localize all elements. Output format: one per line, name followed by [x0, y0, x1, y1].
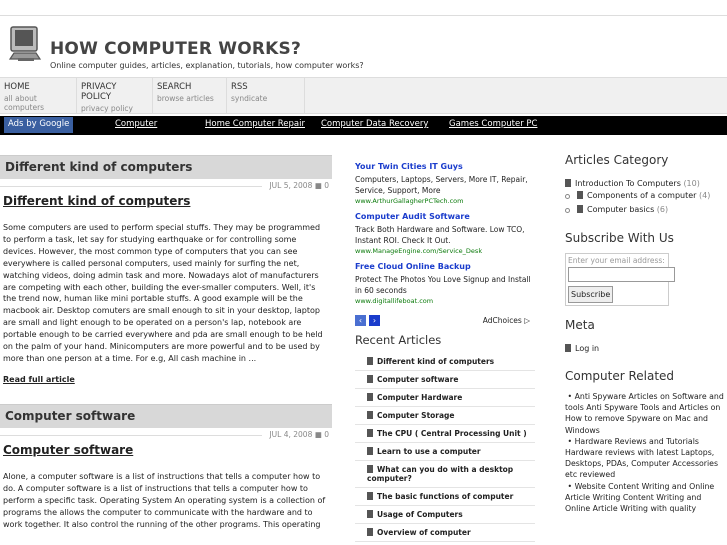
login-link[interactable]: Log in [575, 344, 600, 353]
recent-articles-title: Recent Articles [355, 333, 442, 347]
nav-item-rss[interactable] [227, 78, 305, 113]
recent-article-item[interactable] [355, 443, 535, 461]
ad-title[interactable]: Free Cloud Online Backup [355, 262, 471, 271]
post-header-bar[interactable]: Computer software [0, 404, 332, 428]
ad-link-computer-data-recovery[interactable]: Computer Data Recovery [321, 119, 429, 129]
site-header [0, 17, 727, 75]
ad-text: Computers, Laptops, Servers, More IT, Repair, Service, Support, More [355, 175, 528, 195]
ad-unit [355, 162, 535, 205]
related-text[interactable]: Hardware Reviews and Tutorials Hardware reviews with latest Laptops, Desktops, PDAs, Computer Accessories etc reviewed [565, 436, 719, 480]
category-count: (6) [656, 205, 669, 214]
category-item[interactable] [565, 205, 727, 214]
post [0, 404, 332, 531]
document-icon [577, 191, 583, 199]
recent-article-item[interactable] [355, 524, 535, 542]
ad-text: Track Both Hardware and Software. Low TCO, Instant ROI. Check It Out. [355, 225, 525, 245]
divider [0, 186, 262, 187]
document-icon [367, 393, 373, 401]
document-icon [367, 357, 373, 365]
related-text[interactable]: Website Content Writing and Online Article Writing Content Writing and Online Article Writing with quality [565, 481, 715, 514]
related-item[interactable]: • Website Content Writing and Online Article Writing Content Writing and Online Article Writing with quality [565, 481, 715, 514]
bullet-ring [565, 194, 570, 199]
document-icon [565, 179, 571, 187]
category-link[interactable]: Components of a computer [587, 191, 697, 200]
divider [0, 435, 262, 436]
post-date-text: JUL 5, 2008 [269, 181, 313, 190]
document-icon [367, 429, 373, 437]
nav-title: PRIVACY POLICY [81, 82, 117, 102]
right-sidebar [565, 153, 727, 545]
nav-title: SEARCH [157, 82, 192, 92]
email-field[interactable] [568, 267, 675, 282]
post-title[interactable]: Computer software [3, 442, 134, 457]
top-strip [0, 0, 727, 16]
recent-article-link[interactable]: Overview of computer [377, 528, 471, 537]
nav-subtitle: browse articles [157, 94, 214, 103]
next-arrow-icon[interactable]: › [369, 315, 380, 326]
document-icon [367, 528, 373, 536]
recent-article-item[interactable] [355, 353, 535, 371]
category-count: (4) [698, 191, 711, 200]
recent-article-link[interactable]: Learn to use a computer [377, 447, 481, 456]
post-date-text: JUL 4, 2008 [269, 429, 313, 439]
document-icon [577, 205, 583, 213]
bullet-ring [565, 208, 570, 213]
ad-unit [355, 212, 535, 255]
comment-count[interactable]: 0 [324, 429, 329, 439]
post-excerpt: Alone, a computer software is a list of instructions that tells a computer how to do. A computer software is a list of instructions that tells a computer how to perform a specific task. Operating System An operating system is a collection of programs the allows the computer to communicate with the hardware and to work together. It also control the running of the other programs. This operating [3, 471, 326, 529]
category-link[interactable]: Introduction To Computers [575, 179, 681, 188]
ad-navigation [355, 315, 535, 329]
recent-article-item[interactable] [355, 425, 535, 443]
recent-article-link[interactable]: Different kind of computers [377, 357, 495, 366]
post-title[interactable]: Different kind of computers [3, 194, 191, 208]
category-item[interactable] [565, 191, 727, 200]
nav-item-home[interactable] [0, 78, 77, 113]
ad-title[interactable]: Your Twin Cities IT Guys [355, 162, 463, 171]
meta-title: Meta [565, 318, 595, 332]
ad-url[interactable]: www.digitallifeboat.com [355, 297, 434, 305]
subscribe-button[interactable]: Subscribe [568, 286, 613, 303]
ad-text: Protect The Photos You Love Signup and Install in 60 seconds [355, 275, 531, 295]
ad-link-games-computer-pc[interactable]: Games Computer PC [449, 119, 538, 129]
recent-article-item[interactable] [355, 506, 535, 524]
recent-article-link[interactable]: Computer Hardware [377, 393, 463, 402]
related-item[interactable]: • Anti Spyware Articles on Software and tools Anti Spyware Tools and Articles on How to remove Spyware on Mac and Windows [565, 392, 724, 435]
post-date [269, 430, 329, 439]
document-icon [367, 411, 373, 419]
recent-articles-list [355, 353, 535, 542]
category-item[interactable] [565, 179, 727, 188]
ads-by-google-label[interactable]: Ads by Google [4, 117, 73, 133]
main-content [0, 155, 332, 545]
related-text[interactable]: Anti Spyware Articles on Software and tools Anti Spyware Tools and Articles on How to remove Spyware on Mac and Windows [565, 392, 724, 435]
ad-link-computer[interactable]: Computer [115, 119, 158, 129]
ad-title[interactable]: Computer Audit Software [355, 212, 470, 221]
document-icon [367, 510, 373, 518]
recent-article-item[interactable] [355, 461, 535, 488]
site-title[interactable]: HOW COMPUTER WORKS? [50, 39, 302, 59]
ad-unit [355, 262, 535, 305]
document-icon [367, 465, 373, 473]
recent-article-link[interactable]: Computer Storage [377, 411, 455, 420]
recent-article-link[interactable]: What can you do with a desktop computer? [367, 465, 514, 483]
middle-column [355, 155, 535, 545]
post-date [269, 181, 329, 190]
document-icon [367, 375, 373, 383]
adchoices-link[interactable]: AdChoices ▷ [482, 316, 530, 325]
related-item[interactable]: • Hardware Reviews and Tutorials Hardware reviews with latest Laptops, Desktops, PDAs, Computer Accessories etc reviewed [565, 436, 719, 480]
ads-link-bar [0, 116, 727, 135]
category-count: (10) [683, 179, 700, 188]
post-meta [0, 429, 332, 441]
subscribe-title: Subscribe With Us [565, 231, 674, 245]
email-label: Enter your email address: [568, 256, 665, 265]
main-nav [0, 77, 727, 114]
site-description: Online computer guides, articles, explanation, tutorials, how computer works? [50, 61, 364, 70]
nav-title: RSS [231, 82, 248, 92]
recent-article-link[interactable]: Computer software [377, 375, 459, 384]
read-full-article-link[interactable]: Read full article [3, 374, 75, 384]
adchoices-label: AdChoices [482, 316, 522, 325]
document-icon [367, 492, 373, 500]
document-icon [565, 344, 571, 352]
nav-item-search[interactable] [153, 78, 227, 113]
subscribe-form [565, 253, 669, 306]
computer-related-title: Computer Related [565, 369, 675, 383]
meta-item[interactable] [565, 344, 727, 353]
post-header-bar[interactable]: Different kind of computers [0, 155, 332, 179]
articles-category-title: Articles Category [565, 153, 669, 167]
recent-article-link[interactable]: Usage of Computers [377, 510, 463, 519]
recent-article-item[interactable] [355, 488, 535, 506]
recent-article-item[interactable] [355, 407, 535, 425]
comment-icon[interactable]: ■ [314, 181, 322, 190]
nav-title: HOME [4, 82, 30, 92]
comment-count[interactable]: 0 [324, 181, 329, 190]
category-link[interactable]: Computer basics [587, 205, 655, 214]
post-meta [0, 180, 332, 192]
post [0, 155, 332, 384]
recent-article-link[interactable]: The basic functions of computer [377, 492, 514, 501]
recent-article-item[interactable] [355, 371, 535, 389]
nav-item-privacy-policy[interactable] [77, 78, 153, 113]
nav-subtitle: syndicate [231, 94, 268, 103]
comment-icon[interactable]: ■ [314, 429, 322, 439]
nav-subtitle: privacy policy [81, 104, 133, 113]
post-excerpt: Some computers are used to perform special stuffs. They may be programmed to perform a task, let say for studying earthquake or for controlling some devices. However, the most common type of computers that you can see everywhere is called personal computers, used mainly for surfing the net, watching videos, doing admin task and more. Nowadays alot of manufacturers are competing with each other, building the ever-smaller computers. Well, it's the trend now, human like mini portable stuffs. A good example will be the macbook air. Desktop comuters are small enough to sit in your desktop, laptop are small and light enough to be operated on a person's lap, notebook are portable enough to be carried everywhere and pda are small enough to be held on the palm of your hand. Minicomputers are more powerful and to be used by more than one person at a time. For e.g, All cash machine in ... [3, 223, 323, 363]
document-icon [367, 447, 373, 455]
ad-link-home-computer-repair[interactable]: Home Computer Repair [205, 119, 305, 129]
recent-article-item[interactable] [355, 389, 535, 407]
ad-url[interactable]: www.ManageEngine.com/Service_Desk [355, 247, 483, 255]
ad-url[interactable]: www.ArthurGallagherPCTech.com [355, 197, 464, 205]
recent-article-link[interactable]: The CPU ( Central Processing Unit ) [377, 429, 527, 438]
monitor-logo-icon[interactable] [8, 25, 44, 63]
prev-arrow-icon[interactable]: ‹ [355, 315, 366, 326]
nav-subtitle: all about computers [4, 94, 45, 112]
